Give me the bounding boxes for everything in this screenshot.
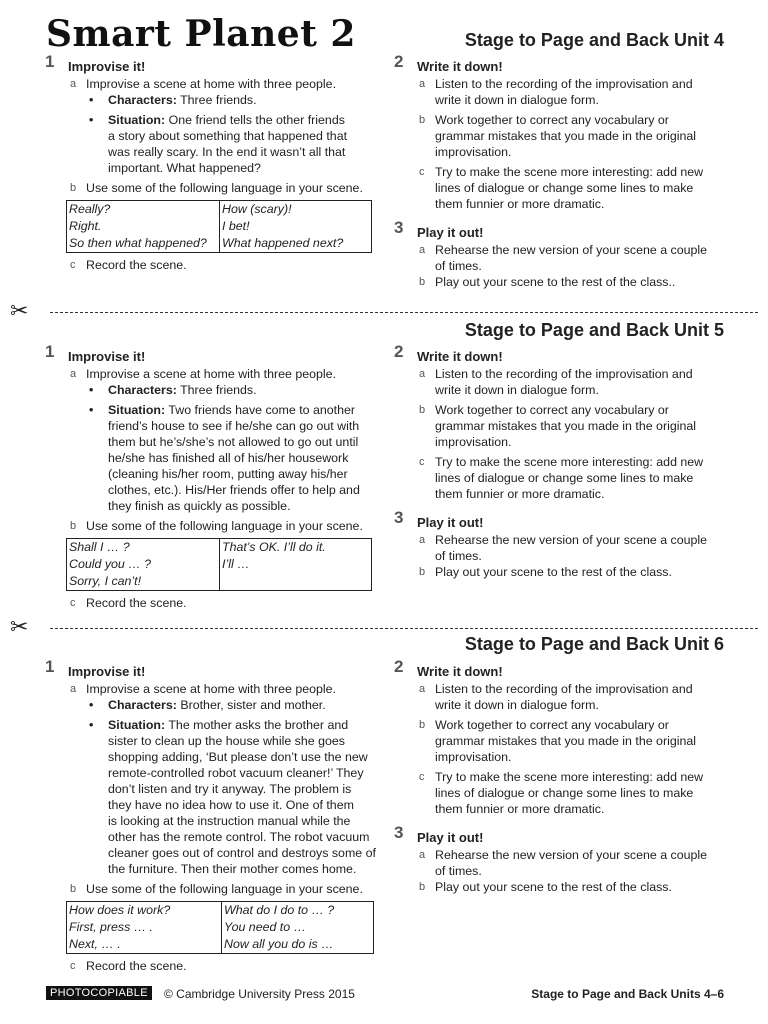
section-title: Play it out! [417, 225, 484, 240]
improvise-section [45, 52, 378, 273]
table-cell: How (scary)! [220, 201, 372, 219]
left-column [45, 657, 378, 974]
item-line: lines of dialogue or change some lines to make [435, 471, 694, 485]
table-cell [220, 573, 372, 591]
page-footer [46, 986, 724, 1004]
item-line: write it down in dialogue form. [435, 383, 599, 397]
characters-bullet [68, 382, 378, 398]
situation-line: the furniture. Then their mother comes home. [108, 862, 357, 876]
table-cell: So then what happened? [67, 235, 220, 253]
write-section [394, 342, 737, 502]
situation-line: sister to clean up the house while she goes [108, 734, 345, 748]
item-letter: a [419, 78, 426, 90]
list-item [417, 769, 737, 817]
item-text: Record the scene. [86, 596, 187, 610]
bullet-label: Characters: [108, 383, 177, 397]
item-letter: c [419, 456, 425, 468]
item-letter: c [70, 597, 76, 609]
bullet-label: Characters: [108, 698, 177, 712]
table-row [67, 919, 374, 936]
item-line: Try to make the scene more interesting: add new [435, 455, 704, 469]
item-line: of times. [435, 864, 482, 878]
situation-line: he/she has finished all of his/her housework [108, 451, 349, 465]
item-line: lines of dialogue or change some lines to make [435, 786, 694, 800]
item-line: Listen to the recording of the improvisation and [435, 682, 693, 696]
situation-line: Two friends have come to another [168, 403, 356, 417]
section-number: 3 [394, 823, 404, 842]
item-line: Listen to the recording of the improvisation and [435, 367, 693, 381]
item-letter: a [419, 534, 426, 546]
situation-line: they finish as quickly as possible. [108, 499, 291, 513]
list-item [68, 595, 378, 611]
list-item [417, 454, 737, 502]
left-column [45, 52, 378, 273]
table-row [67, 539, 372, 557]
item-letter: a [419, 683, 426, 695]
situation-line: a story about something that happened that [108, 129, 348, 143]
section-number: 2 [394, 342, 404, 361]
item-line: Try to make the scene more interesting: add new [435, 770, 704, 784]
list-item [68, 180, 378, 196]
list-item [417, 681, 737, 713]
item-letter: a [419, 849, 426, 861]
item-line: Work together to correct any vocabulary or [435, 718, 669, 732]
language-table [66, 538, 372, 591]
item-line: improvisation. [435, 145, 512, 159]
characters-bullet [68, 697, 378, 713]
table-cell: What happened next? [220, 235, 372, 253]
item-line: Rehearse the new version of your scene a couple [435, 848, 708, 862]
item-letter: a [419, 244, 426, 256]
table-row [67, 936, 374, 954]
write-section [394, 52, 737, 212]
section-title: Write it down! [417, 59, 503, 74]
bullet-icon: • [89, 383, 94, 397]
section-title: Improvise it! [68, 59, 146, 74]
item-letter: a [419, 368, 426, 380]
situation-line: don’t listen and try it anyway. The problem is [108, 782, 352, 796]
bullet-text: Brother, sister and mother. [180, 698, 326, 712]
item-line: write it down in dialogue form. [435, 698, 599, 712]
list-item [417, 242, 737, 274]
play-section [394, 218, 737, 290]
situation-bullet [68, 402, 378, 514]
item-letter: b [70, 520, 77, 532]
section-title: Write it down! [417, 664, 503, 679]
unit-title: Stage to Page and Back Unit 6 [464, 634, 724, 654]
table-row [67, 218, 372, 235]
list-item [417, 402, 737, 450]
item-letter: c [70, 960, 76, 972]
section-number: 2 [394, 657, 404, 676]
left-column [45, 342, 378, 611]
section-number: 1 [45, 657, 55, 676]
item-letter: b [419, 881, 426, 893]
item-letter: b [419, 114, 426, 126]
list-item [417, 274, 737, 290]
table-cell: Could you … ? [67, 556, 220, 573]
list-item [417, 564, 737, 580]
table-cell: What do I do to … ? [222, 902, 374, 920]
situation-line: cleaner goes out of control and destroys some of [108, 846, 376, 860]
item-letter: b [70, 883, 77, 895]
item-line: lines of dialogue or change some lines to make [435, 181, 694, 195]
bullet-label: Situation: [108, 718, 166, 732]
item-letter: a [70, 368, 77, 380]
section-title: Play it out! [417, 830, 484, 845]
bullet-label: Situation: [108, 403, 166, 417]
situation-line: One friend tells the other friends [168, 113, 345, 127]
section-number: 1 [45, 52, 55, 71]
table-cell: You need to … [222, 919, 374, 936]
section-title: Improvise it! [68, 349, 146, 364]
item-line: Rehearse the new version of your scene a couple [435, 243, 708, 257]
dashed-divider [50, 312, 758, 313]
situation-bullet [68, 717, 378, 877]
bullet-text: Three friends. [180, 93, 257, 107]
characters-bullet [68, 92, 378, 108]
table-cell: Sorry, I can’t! [67, 573, 220, 591]
right-column [394, 657, 737, 895]
table-cell: Right. [67, 218, 220, 235]
item-line: Listen to the recording of the improvisation and [435, 77, 693, 91]
item-text: Use some of the following language in your scene. [86, 181, 363, 195]
bullet-icon: • [89, 113, 94, 127]
cut-line [10, 298, 758, 323]
table-row [67, 573, 372, 591]
scissors-icon: ✂ [10, 614, 29, 639]
table-row [67, 201, 372, 219]
copyright-text: © Cambridge University Press 2015 [164, 987, 355, 1001]
brand-title: Smart Planet 2 [46, 13, 356, 55]
table-cell: First, press … . [67, 919, 222, 936]
situation-line: they have no idea how to use it. One of them [108, 798, 354, 812]
section-number: 3 [394, 218, 404, 237]
play-section [394, 823, 737, 895]
table-row [67, 556, 372, 573]
list-item [417, 847, 737, 879]
bullet-icon: • [89, 93, 94, 107]
table-cell: Now all you do is … [222, 936, 374, 954]
item-line: of times. [435, 549, 482, 563]
improvise-section [45, 342, 378, 611]
item-line: improvisation. [435, 750, 512, 764]
table-cell: How does it work? [67, 902, 222, 920]
item-line: Play out your scene to the rest of the class. [435, 880, 672, 894]
situation-line: important. What happened? [108, 161, 261, 175]
section-number: 2 [394, 52, 404, 71]
item-line: of times. [435, 259, 482, 273]
right-column [394, 342, 737, 580]
situation-bullet [68, 112, 378, 176]
item-line: write it down in dialogue form. [435, 93, 599, 107]
table-cell: I’ll … [220, 556, 372, 573]
item-line: them funnier or more dramatic. [435, 487, 605, 501]
bullet-icon: • [89, 403, 94, 417]
section-number: 1 [45, 342, 55, 361]
list-item [417, 532, 737, 564]
item-text: Use some of the following language in your scene. [86, 519, 363, 533]
play-section [394, 508, 737, 580]
table-cell: Really? [67, 201, 220, 219]
item-line: Work together to correct any vocabulary or [435, 113, 669, 127]
footer-title: Stage to Page and Back Units 4–6 [531, 987, 724, 1001]
list-item [68, 257, 378, 273]
item-text: Improvise a scene at home with three people. [86, 682, 337, 696]
situation-line: was really scary. In the end it wasn’t all that [108, 145, 346, 159]
section-number: 3 [394, 508, 404, 527]
table-row [67, 902, 374, 920]
list-item [68, 881, 378, 897]
situation-line: (cleaning his/her room, putting away his/her [108, 467, 348, 481]
list-item [68, 681, 378, 697]
item-line: Try to make the scene more interesting: add new [435, 165, 704, 179]
item-line: improvisation. [435, 435, 512, 449]
bullet-label: Characters: [108, 93, 177, 107]
item-letter: b [419, 566, 426, 578]
list-item [68, 366, 378, 382]
item-line: Work together to correct any vocabulary or [435, 403, 669, 417]
item-letter: b [70, 182, 77, 194]
list-item [417, 717, 737, 765]
table-cell: I bet! [220, 218, 372, 235]
situation-line: other has the remote control. The robot vacuum [108, 830, 370, 844]
item-letter: c [419, 771, 425, 783]
item-letter: b [419, 719, 426, 731]
item-line: Play out your scene to the rest of the class. [435, 565, 672, 579]
dashed-divider [50, 628, 758, 629]
improvise-section [45, 657, 378, 974]
situation-line: them but he’s/she’s not allowed to go out until [108, 435, 359, 449]
item-line: them funnier or more dramatic. [435, 802, 605, 816]
list-item [68, 76, 378, 92]
language-table [66, 200, 372, 253]
item-letter: a [70, 683, 77, 695]
table-cell: That’s OK. I’ll do it. [220, 539, 372, 557]
item-letter: c [419, 166, 425, 178]
section-title: Write it down! [417, 349, 503, 364]
list-item [68, 958, 378, 974]
item-letter: b [419, 404, 426, 416]
photocopiable-badge: PHOTOCOPIABLE [46, 986, 152, 1000]
language-table [66, 901, 374, 954]
list-item [417, 366, 737, 398]
situation-line: remote-controlled robot vacuum cleaner!’ They [108, 766, 364, 780]
unit-title: Stage to Page and Back Unit 4 [464, 30, 724, 50]
section-title: Improvise it! [68, 664, 146, 679]
item-line: them funnier or more dramatic. [435, 197, 605, 211]
situation-line: clothes, etc.). His/Her friends offer to help and [108, 483, 360, 497]
item-line: grammar mistakes that you made in the original [435, 734, 697, 748]
item-text: Improvise a scene at home with three people. [86, 77, 337, 91]
item-text: Record the scene. [86, 959, 187, 973]
item-letter: b [419, 276, 426, 288]
scissors-icon: ✂ [10, 298, 29, 323]
bullet-text: Three friends. [180, 383, 257, 397]
list-item [417, 879, 737, 895]
item-text: Record the scene. [86, 258, 187, 272]
bullet-icon: • [89, 698, 94, 712]
item-line: grammar mistakes that you made in the original [435, 419, 697, 433]
list-item [417, 164, 737, 212]
list-item [417, 112, 737, 160]
item-line: Rehearse the new version of your scene a couple [435, 533, 708, 547]
item-text: Improvise a scene at home with three people. [86, 367, 337, 381]
table-cell: Shall I … ? [67, 539, 220, 557]
list-item [68, 518, 378, 534]
bullet-label: Situation: [108, 113, 166, 127]
item-line: grammar mistakes that you made in the original [435, 129, 697, 143]
section-title: Play it out! [417, 515, 484, 530]
list-item [417, 76, 737, 108]
table-row [67, 235, 372, 253]
item-line: Play out your scene to the rest of the class.. [435, 275, 676, 289]
situation-line: The mother asks the brother and [168, 718, 349, 732]
unit-title: Stage to Page and Back Unit 5 [464, 320, 724, 340]
item-letter: c [70, 259, 76, 271]
bullet-icon: • [89, 718, 94, 732]
write-section [394, 657, 737, 817]
item-text: Use some of the following language in your scene. [86, 882, 363, 896]
table-cell: Next, … . [67, 936, 222, 954]
right-column [394, 52, 737, 290]
item-letter: a [70, 78, 77, 90]
situation-line: friend’s house to see if he/she can go out with [108, 419, 360, 433]
situation-line: is looking at the instruction manual while the [108, 814, 351, 828]
situation-line: shopping adding, ‘But please don’t use the new [108, 750, 368, 764]
